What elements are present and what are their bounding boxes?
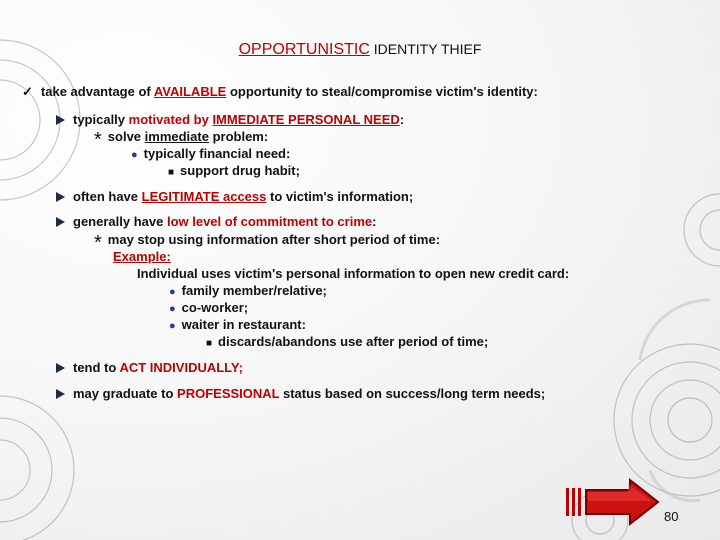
dot-bullet-icon: ● [169, 286, 176, 298]
example-item: ● waiter in restaurant: [169, 317, 306, 332]
example-item: ● family member/relative; [169, 283, 327, 298]
example-text: Individual uses victim's personal information to open new credit card: [137, 266, 570, 281]
sub-point-motivation: typically motivated by IMMEDIATE PERSONAL NEED: [56, 112, 404, 128]
page-number: 80 [664, 509, 679, 524]
arrow-bullet-icon [56, 389, 65, 399]
arrow-bullet-icon [56, 115, 65, 125]
square-bullet-icon: ■ [206, 338, 213, 349]
example-sub-item: ■ discards/abandons use after period of time; [206, 334, 489, 349]
sub-sub-point-problem: * solve immediate problem: [94, 129, 269, 151]
arrow-bullet-icon [56, 217, 65, 227]
arrow-bullet-icon [56, 192, 65, 202]
dot-bullet-icon: ● [169, 320, 176, 332]
arrow-bullet-icon [56, 363, 65, 373]
example-label: Example: [113, 249, 171, 264]
check-icon: ✓ [22, 84, 33, 99]
star-icon: * [94, 129, 102, 151]
dot-bullet-icon: ● [169, 303, 176, 315]
square-bullet-icon: ■ [168, 167, 175, 178]
next-slide-arrow-icon[interactable] [566, 474, 670, 530]
sub-point-legitimate: often have LEGITIMATE access to victim's information; [56, 189, 413, 205]
sub-point-professional: may graduate to PROFESSIONAL status based on success/long term needs; [56, 386, 545, 402]
sub-point-individually: tend to ACT INDIVIDUALLY; [56, 360, 243, 376]
sub-point-commitment: generally have low level of commitment to crime: [56, 214, 376, 230]
star-icon: * [94, 232, 102, 254]
sub-sub-point-financial: ● typically financial need: [131, 146, 291, 161]
sub-sub-point-stop: * may stop using information after short period of time: [94, 232, 441, 254]
sub-sub-point-drug: ■ support drug habit; [168, 163, 300, 178]
title-rest: IDENTITY THIEF [373, 41, 482, 57]
title-highlight: OPPORTUNISTIC [238, 41, 370, 58]
dot-bullet-icon: ● [131, 149, 138, 161]
example-item: ● co-worker; [169, 300, 249, 315]
point-available: ✓ take advantage of AVAILABLE opportunity to steal/compromise victim's identity: [22, 84, 538, 99]
slide-title [0, 40, 720, 59]
